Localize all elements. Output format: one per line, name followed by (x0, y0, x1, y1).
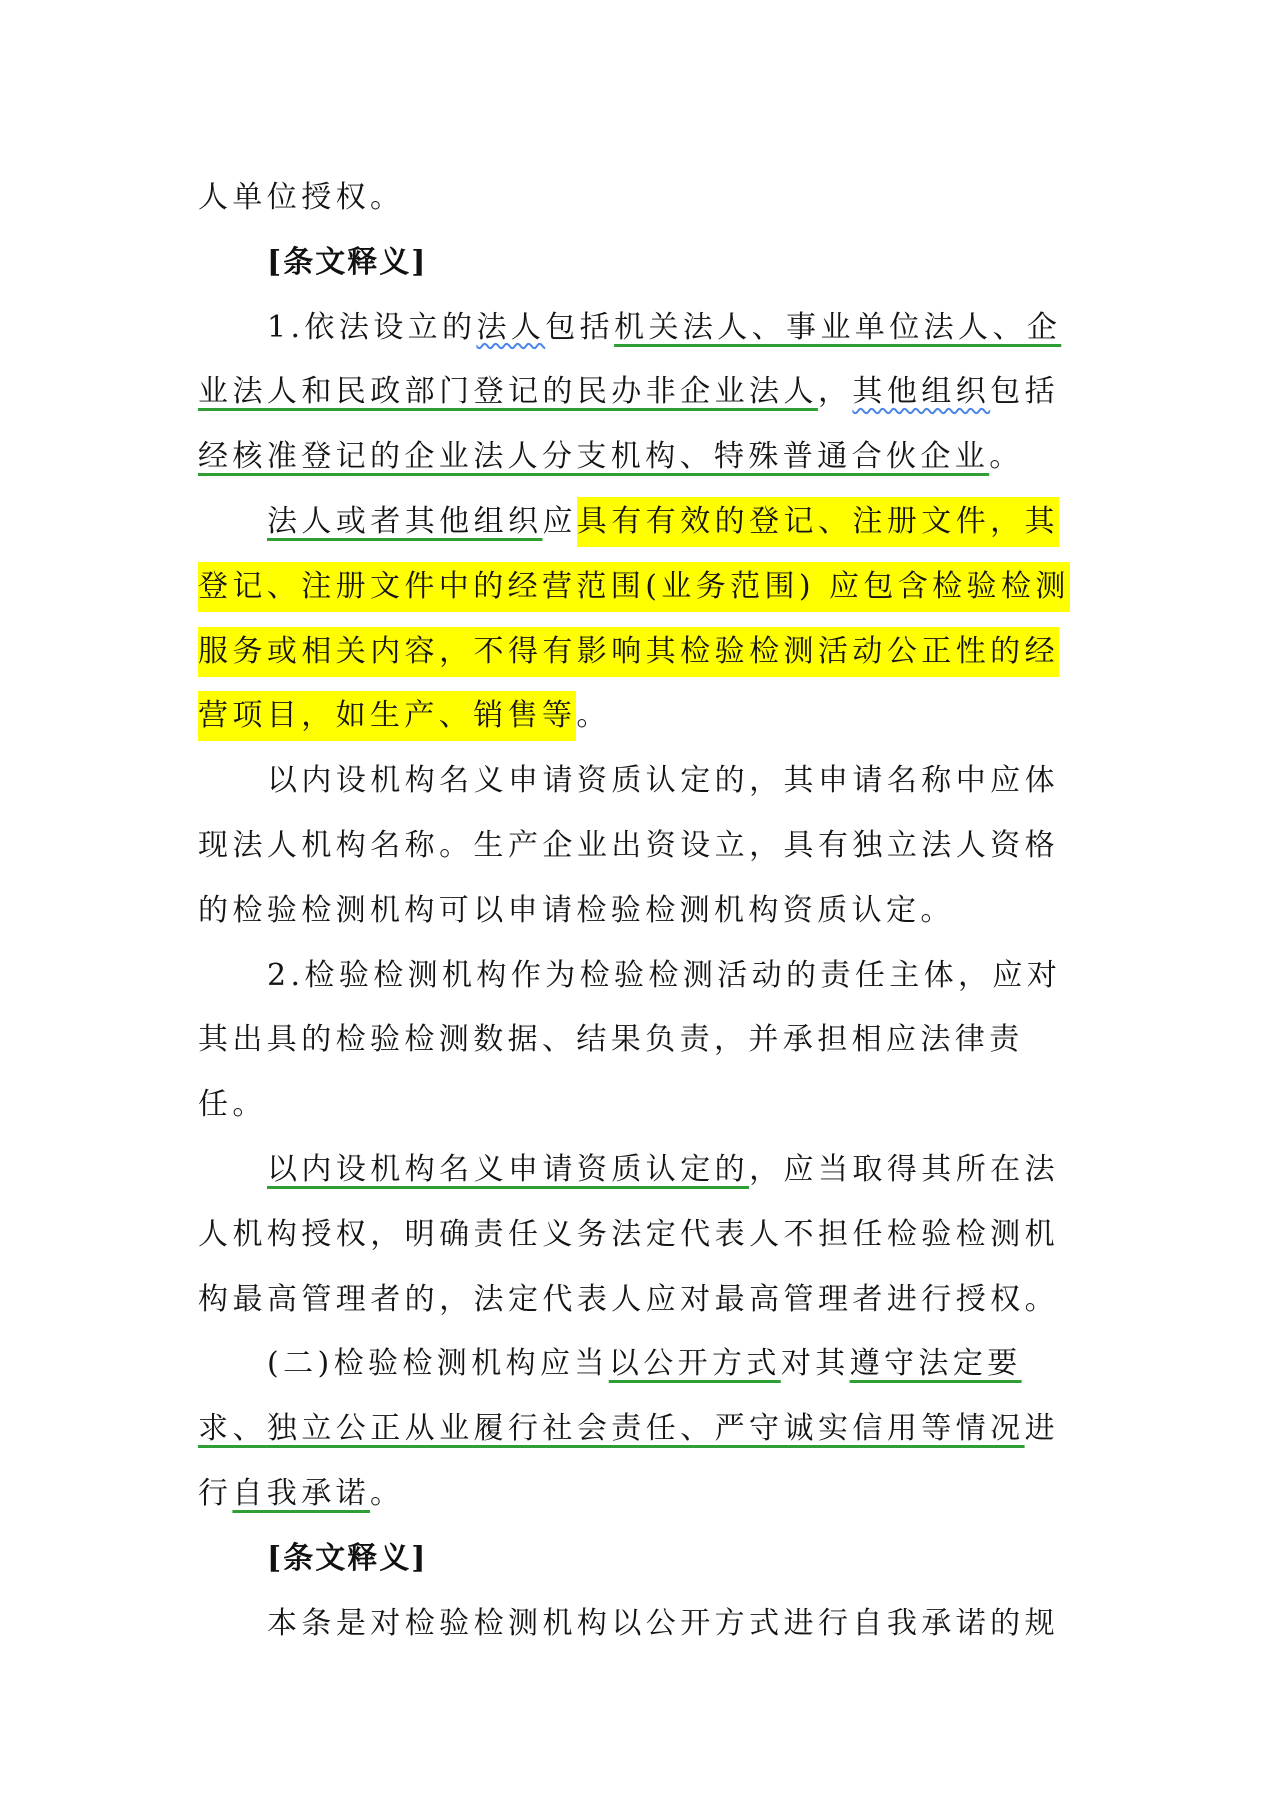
text-span: 。 (370, 1475, 405, 1511)
underlined-phrase: 遵守法定要 (849, 1346, 1022, 1382)
text-line (198, 684, 1059, 749)
text-line (198, 166, 1059, 231)
text-span: ， (817, 374, 853, 410)
underlined-phrase: 法人或者其他组织 (267, 503, 543, 539)
paragraph (0, 1592, 1280, 1657)
text-line (198, 296, 1062, 361)
underlined-phrase: 以公开方式 (608, 1346, 781, 1382)
underlined-phrase: 自我承诺 (232, 1475, 371, 1511)
text-span: 应 (542, 503, 577, 539)
text-line (198, 814, 1059, 879)
highlighted-phrase: 营项目，如生产、销售等 (198, 691, 576, 741)
underlined-phrase: 求、独立公正从业履行社会责任、严守诚实信用等情况 (198, 1411, 1025, 1447)
text-line (198, 1073, 1059, 1138)
highlighted-phrase: 登记、注册文件中的经营范围(业务范围) 应包含检验检测 (198, 562, 1070, 612)
text-span: 构最高管理者的，法定代表人应对最高管理者进行授权。 (198, 1281, 1059, 1317)
text-span: 人机构授权，明确责任义务法定代表人不担任检验检测机 (198, 1216, 1059, 1252)
text-line (198, 1592, 1059, 1657)
text-line (198, 1397, 1059, 1462)
text-span: 。 (989, 439, 1024, 475)
text-line (198, 555, 1070, 620)
text-span: 以内设机构名义申请资质认定的，其申请名称中应体 (267, 763, 1059, 799)
text-span: ，应当取得其所在法 (749, 1151, 1059, 1187)
text-line (198, 944, 1062, 1009)
underlined-phrase: 机关法人、事业单位法人、企 (614, 309, 1062, 345)
underlined-phrase: 经核准登记的企业法人分支机构、特殊普通合伙企业 (198, 439, 990, 475)
paragraph (0, 749, 1280, 943)
text-span: 人单位授权。 (198, 180, 405, 215)
underlined-phrase: 业法人和民政部门登记的民办非企业法人 (198, 374, 818, 410)
text-span: 包括 (545, 309, 615, 345)
paragraph (0, 166, 1280, 231)
paragraph (0, 1332, 1280, 1526)
text-span: 包括 (990, 374, 1059, 410)
text-span: 1.依法设立的 (267, 309, 477, 345)
text-span: 2.检验检测机构作为检验检测活动的责任主体，应对 (267, 957, 1062, 993)
text-line (198, 1008, 1059, 1073)
text-line (198, 425, 1059, 490)
wavy-underlined-phrase: 法人 (476, 309, 546, 345)
text-span: 的检验检测机构可以申请检验检测机构资质认定。 (198, 892, 955, 928)
text-line (198, 1268, 1059, 1333)
paragraph (0, 1138, 1280, 1332)
text-line (198, 490, 1059, 555)
text-span: (二)检验检测机构应当 (267, 1346, 609, 1382)
underlined-phrase: 以内设机构名义申请资质认定的 (267, 1151, 750, 1187)
text-span: 现法人机构名称。生产企业出资设立，具有独立法人资格 (198, 827, 1059, 863)
text-span: 进 (1024, 1411, 1059, 1447)
wavy-underlined-phrase: 其他组织 (852, 374, 991, 410)
paragraph (0, 490, 1280, 749)
text-line (198, 1462, 1059, 1527)
text-line (198, 1203, 1059, 1268)
highlighted-phrase: 具有有效的登记、注册文件，其 (577, 497, 1059, 547)
paragraph (0, 296, 1280, 490)
highlighted-phrase: 服务或相关内容，不得有影响其检验检测活动公正性的经 (198, 627, 1059, 677)
text-line (198, 620, 1059, 685)
text-line (198, 360, 1059, 425)
text-line (198, 749, 1059, 814)
text-span: 行 (198, 1475, 233, 1511)
text-span: 对其 (780, 1346, 850, 1382)
section-heading: [条文释义] (267, 1540, 428, 1576)
text-line (198, 1332, 1059, 1397)
section-heading: [条文释义] (267, 244, 428, 280)
text-span: 其出具的检验检测数据、结果负责，并承担相应法律责 (198, 1022, 1024, 1058)
paragraph (0, 944, 1280, 1138)
text-line (198, 879, 1059, 944)
text-span: 本条是对检验检测机构以公开方式进行自我承诺的规 (267, 1605, 1059, 1641)
text-line (198, 1138, 1059, 1203)
text-span: 。 (576, 698, 611, 734)
text-span: 任。 (198, 1087, 267, 1123)
